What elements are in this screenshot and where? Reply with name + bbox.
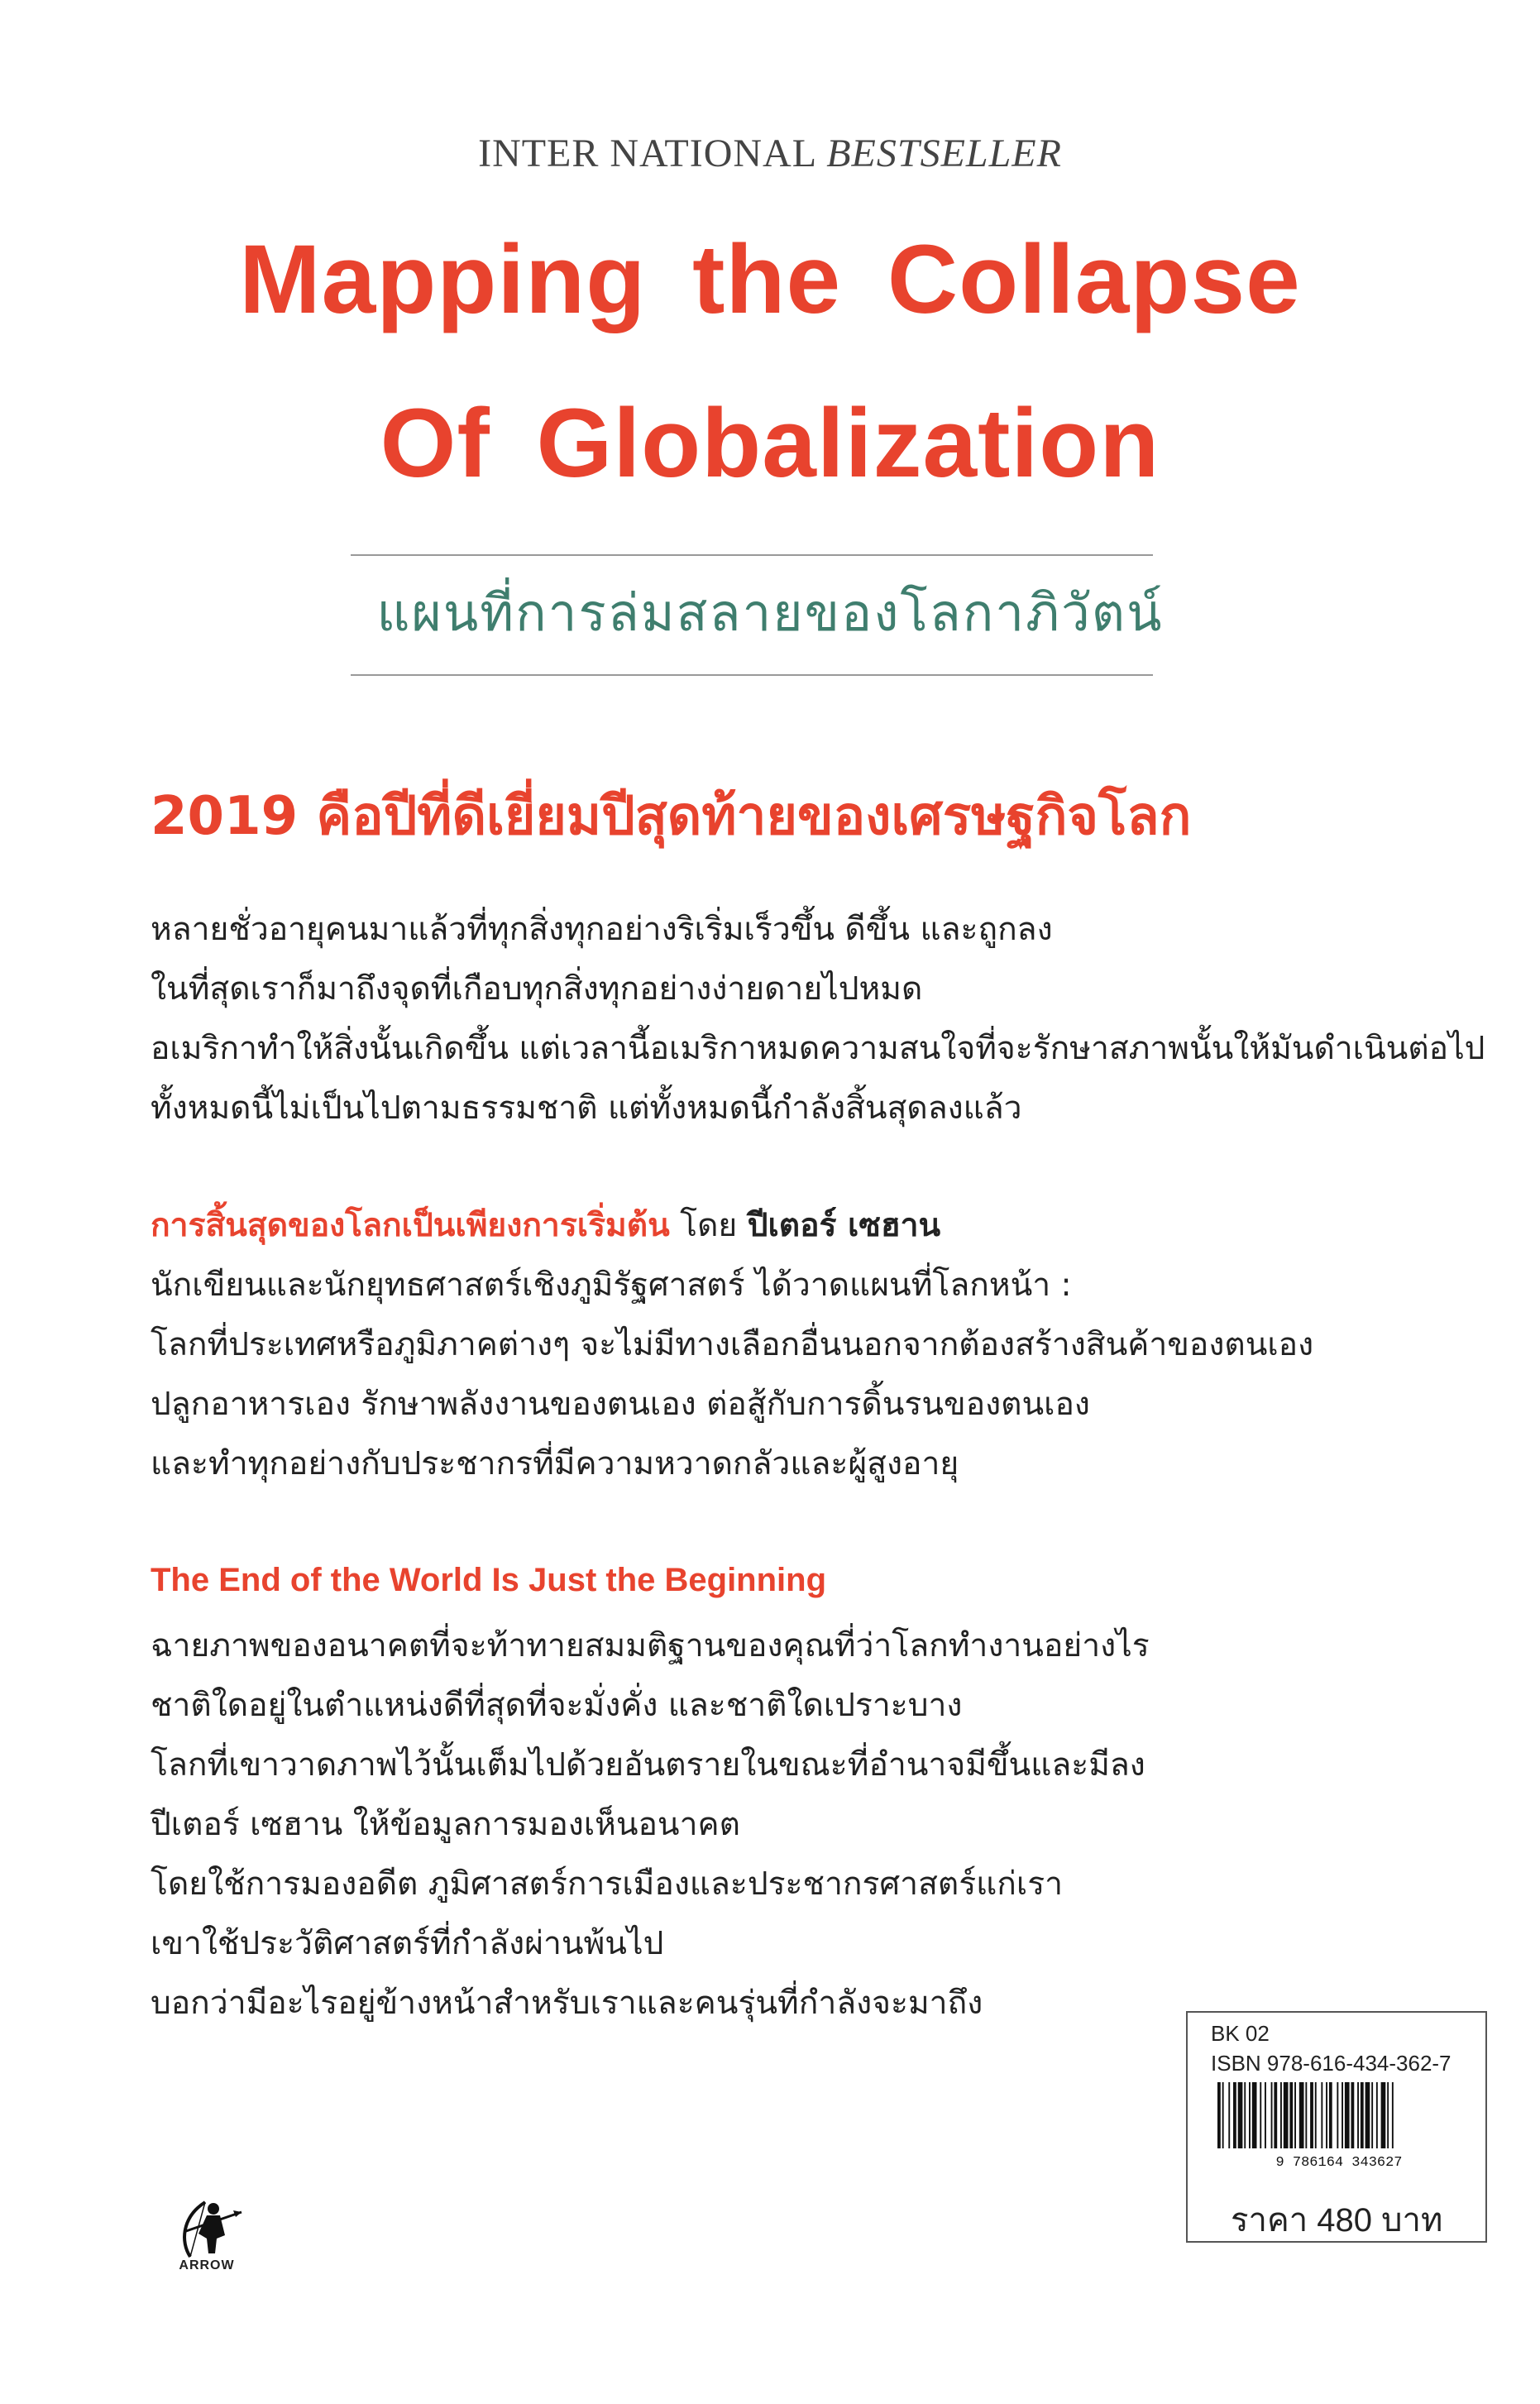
by-word: โดย xyxy=(669,1207,748,1244)
para3-line: ปีเตอร์ เซฮาน ให้ข้อมูลการมองเห็นอนาคต xyxy=(151,1806,740,1843)
english-book-title: The End of the World Is Just the Beginning xyxy=(151,1562,827,1598)
barcode xyxy=(1212,2082,1466,2168)
divider-top xyxy=(351,554,1153,556)
para1-line: ทั้งหมดนี้ไม่เป็นไปตามธรรมชาติ แต่ทั้งหมดนี้กำลังสิ้นสุดลงแล้ว xyxy=(151,1089,1022,1127)
para3-line: โลกที่เขาวาดภาพไว้นั้นเต็มไปด้วยอันตรายในขณะที่อำนาจมีขึ้นและมีลง xyxy=(151,1746,1145,1784)
para2-line: ปลูกอาหารเอง รักษาพลังงานของตนเอง ต่อสู้กับการดิ้นรนของตนเอง xyxy=(151,1386,1090,1423)
para1-line: หลายชั่วอายุคนมาแล้วที่ทุกสิ่งทุกอย่างริเริ่มเร็วขึ้น ดีขึ้น และถูกลง xyxy=(151,911,1053,948)
kicker-italic: BESTSELLER xyxy=(826,132,1062,175)
para2-line: และทำทุกอย่างกับประชากรที่มีความหวาดกลัวและผู้สูงอายุ xyxy=(151,1445,959,1482)
para3-line: โดยใช้การมองอดีต ภูมิศาสตร์การเมืองและประชากรศาสตร์แก่เรา xyxy=(151,1865,1064,1903)
product-code: BK 02 xyxy=(1211,2021,1270,2046)
section-heading: 2019 คือปีที่ดีเยี่ยมปีสุดท้ายของเศรษฐกิจโลก xyxy=(151,786,1192,847)
price-box xyxy=(1186,2011,1487,2243)
barcode-digits: 9 786164 343627 xyxy=(1275,2155,1403,2168)
author-name: ปีเตอร์ เซฮาน xyxy=(747,1207,941,1244)
para1-line: ในที่สุดเราก็มาถึงจุดที่เกือบทุกสิ่งทุกอย่างง่ายดายไปหมด xyxy=(151,970,923,1008)
para3-line: เขาใช้ประวัติศาสตร์ที่กำลังผ่านพ้นไป xyxy=(151,1925,664,1962)
divider-bottom xyxy=(351,674,1153,676)
para3-line: ชาติใดอยู่ในตำแหน่งดีที่สุดที่จะมั่งคั่ง และชาติใดเปราะบาง xyxy=(151,1687,963,1724)
para2-line: นักเขียนและนักยุทธศาสตร์เชิงภูมิรัฐศาสตร์ ได้วาดแผนที่โลกหน้า : xyxy=(151,1267,1072,1304)
thai-book-title: การสิ้นสุดของโลกเป็นเพียงการเริ่มต้น xyxy=(151,1207,670,1244)
para2-line: โลกที่ประเทศหรือภูมิภาคต่างๆ จะไม่มีทางเลือกอื่นนอกจากต้องสร้างสินค้าของตนเอง xyxy=(151,1326,1314,1363)
english-title-line-2: Of Globalization xyxy=(380,389,1160,498)
kicker-plain: INTER NATIONAL xyxy=(478,132,827,175)
price-label: ราคา 480 บาท xyxy=(1231,2202,1443,2239)
isbn-number: ISBN 978-616-434-362-7 xyxy=(1211,2051,1452,2076)
para2-intro xyxy=(151,1200,1523,1251)
english-title-line-1: Mapping the Collapse xyxy=(239,225,1301,334)
publisher-name: ARROW xyxy=(179,2258,235,2272)
thai-subtitle: แผนที่การล่มสลายของโลกาภิวัตน์ xyxy=(376,582,1164,643)
bestseller-kicker xyxy=(0,131,1540,176)
para3-line: บอกว่ามีอะไรอยู่ข้างหน้าสำหรับเราและคนรุ่นที่กำลังจะมาถึง xyxy=(151,1985,983,2022)
para1-line: อเมริกาทำให้สิ่งนั้นเกิดขึ้น แต่เวลานี้อเมริกาหมดความสนใจที่จะรักษาสภาพนั้นให้มันดำเนินต่อไป xyxy=(151,1030,1485,1067)
para3-line: ฉายภาพของอนาคตที่จะท้าทายสมมติฐานของคุณที่ว่าโลกทำงานอย่างไร xyxy=(151,1627,1150,1664)
